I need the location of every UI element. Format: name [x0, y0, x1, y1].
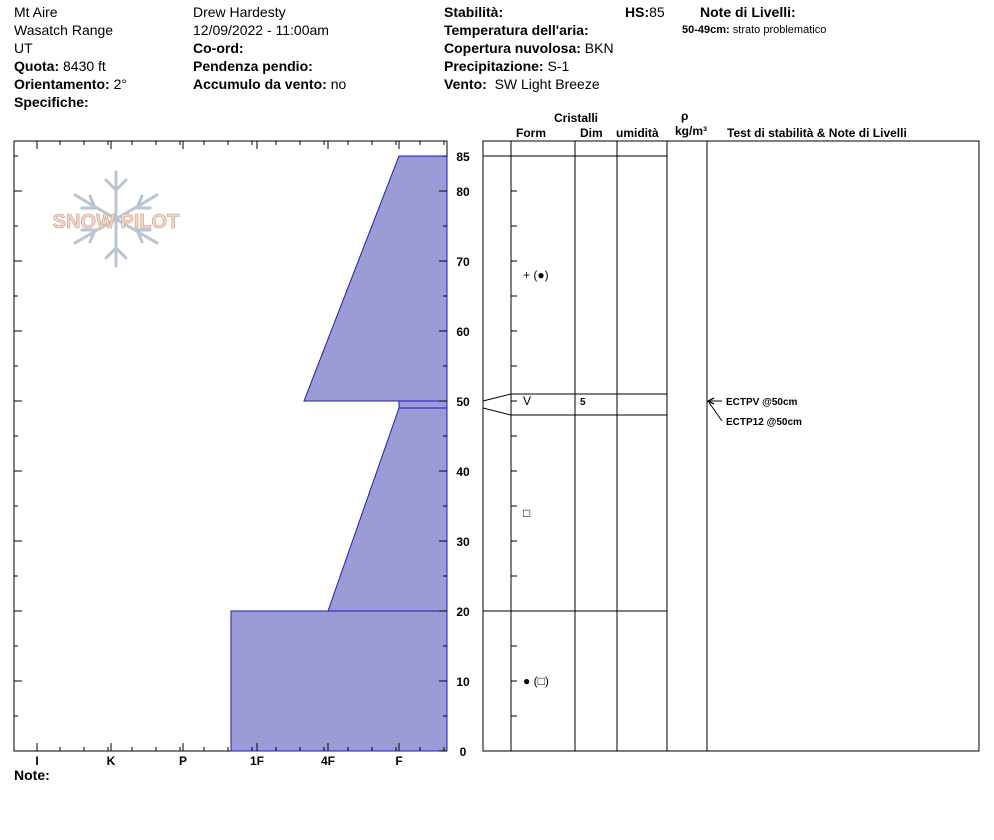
specifics-label: Specifiche:: [14, 94, 89, 110]
notes-label: Note:: [14, 767, 50, 783]
sky-value: BKN: [584, 40, 614, 56]
y-tick-label-0: 0: [459, 745, 467, 759]
state: UT: [14, 40, 33, 56]
layer-note-depth: 50-49cm:: [682, 24, 730, 36]
hardness-profile: [231, 156, 447, 751]
hardness-layer-0: [304, 156, 447, 401]
elevation-value: 8430 ft: [63, 58, 106, 74]
y-tick-label-40: 40: [456, 465, 470, 479]
grain-form-3: ● (□): [523, 674, 549, 688]
sky-label: Copertura nuvolosa:: [444, 40, 581, 56]
moisture-header: umidità: [616, 126, 659, 140]
layer-table-frame: [483, 141, 979, 751]
y-tick-label-80: 80: [456, 185, 470, 199]
hardness-layer-1: [399, 401, 447, 408]
tests-header: Test di stabilità & Note di Livelli: [727, 126, 907, 140]
x-tick-label-P: P: [178, 754, 188, 768]
y-tick-label-30: 30: [456, 535, 470, 549]
snowpilot-logo-text: SNOW PILOT: [52, 211, 180, 233]
aspect-value: 2°: [113, 76, 127, 92]
grain-form-1: V: [523, 394, 532, 408]
precip-label: Precipitazione:: [444, 58, 544, 74]
layer-table-content: [483, 156, 802, 688]
air-temp-label: Temperatura dell'aria:: [444, 22, 589, 38]
wind-value: SW Light Breeze: [494, 76, 600, 92]
y-tick-label-85: 85: [456, 150, 470, 164]
hardness-layer-3: [231, 611, 447, 751]
boundary-connector-51: [483, 394, 511, 401]
grain-size-1: 5: [580, 397, 586, 408]
size-header: Dim: [580, 126, 603, 140]
boundary-connector-48: [483, 408, 511, 415]
stability-test-label-1: ECTP12 @50cm: [726, 417, 802, 428]
grain-form-0: + (●): [523, 268, 549, 282]
wind-loading-label: Accumulo da vento:: [193, 76, 327, 92]
y-tick-label-60: 60: [456, 325, 470, 339]
layer-notes-label: Note di Livelli:: [700, 4, 796, 20]
y-tick-label-20: 20: [456, 605, 470, 619]
crystals-header: Cristalli: [554, 111, 599, 125]
range: Wasatch Range: [14, 22, 114, 38]
y-tick-label-70: 70: [456, 255, 470, 269]
rho-header: ρ: [681, 109, 689, 123]
hs-value: 85: [649, 4, 665, 20]
density-unit-header: kg/m³: [675, 124, 708, 138]
wind-label: Vento:: [444, 76, 487, 92]
hardness-layer-2: [328, 408, 447, 611]
observer: Drew Hardesty: [193, 4, 286, 20]
x-tick-label-4F: 4F: [320, 754, 336, 768]
datetime: 12/09/2022 - 11:00am: [193, 22, 329, 38]
layer-note-text: strato problematico: [732, 24, 827, 36]
stability-test-leader-1: [708, 401, 722, 421]
x-tick-label-I: I: [35, 754, 39, 768]
location: Mt Aire: [14, 4, 58, 20]
hs-label: HS:: [625, 4, 650, 20]
form-header: Form: [516, 126, 546, 140]
slope-label: Pendenza pendio:: [193, 58, 313, 74]
stability-label: Stabilità:: [444, 4, 504, 20]
grain-form-2: □: [523, 506, 531, 520]
y-tick-label-10: 10: [456, 675, 470, 689]
y-tick-label-50: 50: [456, 395, 470, 409]
stability-test-label-0: ECTPV @50cm: [726, 397, 798, 408]
wind-loading-value: no: [330, 76, 347, 92]
precip-value: S-1: [547, 58, 570, 74]
elevation-label: Quota:: [14, 58, 60, 74]
x-tick-label-K: K: [106, 754, 116, 768]
aspect-label: Orientamento:: [14, 76, 110, 92]
x-tick-label-F: F: [395, 754, 403, 768]
x-tick-label-1F: 1F: [249, 754, 265, 768]
coord-label: Co-ord:: [193, 40, 244, 56]
